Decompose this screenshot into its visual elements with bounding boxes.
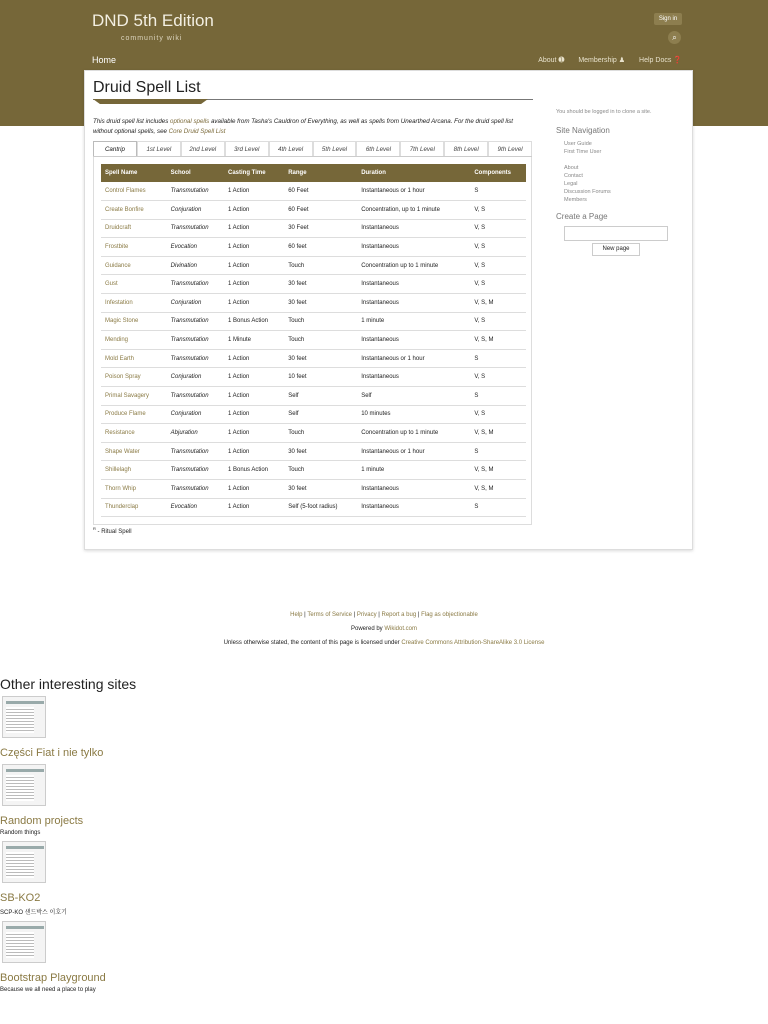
- table-cell: 30 feet: [284, 275, 357, 294]
- site-name-link[interactable]: Random projects: [0, 815, 84, 827]
- nav-home[interactable]: Home: [92, 55, 117, 65]
- thumbnail-content: [6, 707, 34, 733]
- spell-name-link[interactable]: Infestation: [101, 294, 167, 313]
- spell-name-link[interactable]: Thorn Whip: [101, 480, 167, 499]
- nav-links-group-2: [556, 164, 686, 204]
- table-row: [101, 480, 526, 499]
- table-header-row: [101, 164, 526, 182]
- thumbnail-content: [6, 932, 34, 958]
- table-cell: V, S, M: [470, 331, 526, 350]
- table-cell: V, S: [470, 275, 526, 294]
- create-page-heading: Create a Page: [556, 212, 608, 221]
- table-cell: Instantaneous: [357, 368, 470, 387]
- table-cell: Transmutation: [167, 387, 224, 406]
- nav-membership[interactable]: Membership ♟: [578, 57, 626, 64]
- sign-in-button[interactable]: Sign in: [654, 13, 682, 25]
- table-cell: 1 Action: [224, 498, 284, 517]
- tab-1st-level[interactable]: 1st Level: [137, 141, 181, 156]
- table-cell: 1 Bonus Action: [224, 312, 284, 331]
- tab-4th-level[interactable]: 4th Level: [269, 141, 313, 156]
- site-card: [0, 841, 300, 916]
- spell-name-link[interactable]: Shillelagh: [101, 461, 167, 480]
- table-cell: 1 Action: [224, 442, 284, 461]
- sidebar-link-members[interactable]: Members: [564, 197, 587, 203]
- thumbnail-header: [6, 701, 44, 704]
- table-cell: 10 feet: [284, 368, 357, 387]
- column-header: Components: [470, 164, 526, 182]
- table-cell: S: [470, 387, 526, 406]
- site-description: SCP-KO 샌드박스 이호기: [0, 910, 67, 916]
- table-cell: 30 feet: [284, 442, 357, 461]
- footer-links: Help | Terms of Service | Privacy | Report a bug | Flag as objectionable: [290, 612, 478, 618]
- table-cell: 1 Action: [224, 219, 284, 238]
- table-cell: Transmutation: [167, 480, 224, 499]
- column-header: Duration: [357, 164, 470, 182]
- thumbnail-header: [6, 846, 44, 849]
- intro-text: [93, 117, 533, 136]
- table-cell: Transmutation: [167, 442, 224, 461]
- table-cell: Instantaneous: [357, 498, 470, 517]
- sidebar-link-discussion-forums[interactable]: Discussion Forums: [564, 189, 611, 195]
- table-cell: Touch: [284, 461, 357, 480]
- table-cell: V, S: [470, 238, 526, 257]
- spell-name-link[interactable]: Magic Stone: [101, 312, 167, 331]
- ritual-mark: R: [93, 526, 96, 531]
- column-header: Spell Name: [101, 164, 167, 182]
- tab-2nd-level[interactable]: 2nd Level: [181, 141, 225, 156]
- tab-9th-level[interactable]: 9th Level: [488, 141, 532, 156]
- site-name-link[interactable]: SB-KO2: [0, 892, 41, 904]
- table-cell: V, S, M: [470, 424, 526, 443]
- column-header: Casting Time: [224, 164, 284, 182]
- table-cell: Instantaneous: [357, 480, 470, 499]
- table-cell: Self (5-foot radius): [284, 498, 357, 517]
- spell-name-link[interactable]: Create Bonfire: [101, 201, 167, 220]
- tab-5th-level[interactable]: 5th Level: [313, 141, 357, 156]
- site-card: [0, 764, 300, 836]
- table-cell: Self: [284, 387, 357, 406]
- table-cell: Instantaneous or 1 hour: [357, 349, 470, 368]
- table-cell: 10 minutes: [357, 405, 470, 424]
- table-cell: V, S: [470, 256, 526, 275]
- table-cell: Self: [357, 387, 470, 406]
- tab-cantrip[interactable]: Cantrip: [93, 141, 137, 156]
- site-thumbnail[interactable]: [2, 921, 46, 963]
- table-cell: Conjuration: [167, 405, 224, 424]
- table-cell: 1 Action: [224, 182, 284, 201]
- ritual-legend: [93, 526, 132, 535]
- thumbnail-content: [6, 852, 34, 878]
- table-row: [101, 294, 526, 313]
- spell-name-link[interactable]: Druidcraft: [101, 219, 167, 238]
- tab-8th-level[interactable]: 8th Level: [444, 141, 488, 156]
- table-row: [101, 275, 526, 294]
- table-cell: Instantaneous: [357, 331, 470, 350]
- spell-name-link[interactable]: Shape Water: [101, 442, 167, 461]
- table-cell: Touch: [284, 331, 357, 350]
- spell-name-link[interactable]: Poison Spray: [101, 368, 167, 387]
- table-cell: Conjuration: [167, 201, 224, 220]
- table-cell: Transmutation: [167, 349, 224, 368]
- site-card: [0, 921, 300, 993]
- table-cell: Transmutation: [167, 275, 224, 294]
- other-sites: [0, 676, 300, 998]
- top-navigation: [92, 55, 682, 67]
- table-cell: V, S: [470, 201, 526, 220]
- table-row: [101, 442, 526, 461]
- spell-name-link[interactable]: Primal Savagery: [101, 387, 167, 406]
- table-cell: S: [470, 182, 526, 201]
- table-row: [101, 331, 526, 350]
- table-cell: 1 Action: [224, 480, 284, 499]
- new-page-button[interactable]: New page: [592, 243, 640, 256]
- table-cell: 30 Feet: [284, 219, 357, 238]
- license-text: Unless otherwise stated, the content of this page is licensed under: [223, 640, 402, 646]
- table-cell: 1 Action: [224, 349, 284, 368]
- spell-name-link[interactable]: Thunderclap: [101, 498, 167, 517]
- sidebar: [556, 109, 686, 256]
- sidebar-link-legal[interactable]: Legal: [564, 181, 578, 187]
- table-cell: 1 minute: [357, 312, 470, 331]
- thumbnail-header: [6, 769, 44, 772]
- intro-text-1: This druid spell list includes: [93, 118, 171, 125]
- spell-name-link[interactable]: Gust: [101, 275, 167, 294]
- column-header: School: [167, 164, 224, 182]
- title-accent-bar: [93, 99, 208, 104]
- table-cell: Self: [284, 405, 357, 424]
- table-cell: Transmutation: [167, 182, 224, 201]
- sidebar-link-about[interactable]: About: [564, 165, 579, 171]
- table-cell: Instantaneous: [357, 219, 470, 238]
- table-row: [101, 238, 526, 257]
- table-cell: Instantaneous: [357, 238, 470, 257]
- tab-content: [93, 157, 532, 525]
- core-druid-spell-list-link[interactable]: Core Druid Spell List: [168, 127, 226, 135]
- nav-about[interactable]: About ➊: [538, 57, 565, 64]
- table-cell: 1 minute: [357, 461, 470, 480]
- table-row: [101, 387, 526, 406]
- spell-table: [101, 164, 526, 517]
- table-row: [101, 182, 526, 201]
- table-row: [101, 256, 526, 275]
- spell-name-link[interactable]: Mold Earth: [101, 349, 167, 368]
- spell-name-link[interactable]: Guidance: [101, 256, 167, 275]
- table-cell: Instantaneous: [357, 275, 470, 294]
- site-name-link[interactable]: Bootstrap Playground: [0, 972, 106, 984]
- site-description: Random things: [0, 830, 41, 836]
- column-header: Range: [284, 164, 357, 182]
- spell-name-link[interactable]: Resistance: [101, 424, 167, 443]
- table-cell: Divination: [167, 256, 224, 275]
- intro-text-2: available from Tasha's Cauldron of Everything, as well as spells from Unearthed Arcana. For the druid spell list without optional spells, see: [93, 118, 513, 135]
- table-cell: 30 feet: [284, 349, 357, 368]
- table-cell: 60 Feet: [284, 201, 357, 220]
- table-cell: Instantaneous or 1 hour: [357, 442, 470, 461]
- table-cell: 1 Minute: [224, 331, 284, 350]
- site-card: [0, 696, 300, 759]
- table-row: [101, 312, 526, 331]
- page-title: Druid Spell List: [93, 79, 201, 96]
- table-cell: V, S, M: [470, 294, 526, 313]
- content-panel: [84, 70, 693, 550]
- table-row: [101, 424, 526, 443]
- tab-7th-level[interactable]: 7th Level: [400, 141, 444, 156]
- ritual-note: - Ritual Spell: [95, 529, 132, 535]
- table-cell: V, S: [470, 405, 526, 424]
- table-cell: Concentration up to 1 minute: [357, 424, 470, 443]
- table-cell: Instantaneous or 1 hour: [357, 182, 470, 201]
- optional-spells-link[interactable]: optional spells: [170, 118, 210, 125]
- table-cell: 60 Feet: [284, 182, 357, 201]
- table-cell: V, S, M: [470, 461, 526, 480]
- table-cell: 1 Action: [224, 256, 284, 275]
- license-link[interactable]: Creative Commons Attribution-ShareAlike 3.0 License: [401, 640, 545, 646]
- table-cell: 1 Action: [224, 387, 284, 406]
- spell-name-link[interactable]: Produce Flame: [101, 405, 167, 424]
- spell-name-link[interactable]: Mending: [101, 331, 167, 350]
- table-cell: Concentration, up to 1 minute: [357, 201, 470, 220]
- thumbnail-content: [6, 775, 34, 801]
- search-icon[interactable]: ⌕: [668, 31, 681, 44]
- table-row: [101, 368, 526, 387]
- table-cell: Conjuration: [167, 294, 224, 313]
- spell-name-link[interactable]: Control Flames: [101, 182, 167, 201]
- footer-link-terms-of-service[interactable]: Terms of Service: [307, 612, 352, 618]
- sidebar-link-user-guide[interactable]: User Guide: [564, 141, 592, 147]
- footer-link-report-a-bug[interactable]: Report a bug: [381, 612, 417, 618]
- sidebar-link-first-time-user[interactable]: First Time User: [564, 149, 602, 155]
- table-cell: V, S: [470, 312, 526, 331]
- table-row: [101, 349, 526, 368]
- table-cell: Touch: [284, 424, 357, 443]
- tab-3rd-level[interactable]: 3rd Level: [225, 141, 269, 156]
- table-cell: Transmutation: [167, 331, 224, 350]
- level-tabs: [93, 141, 532, 157]
- table-row: [101, 498, 526, 517]
- table-cell: Instantaneous: [357, 294, 470, 313]
- tab-6th-level[interactable]: 6th Level: [356, 141, 400, 156]
- powered-by: [0, 622, 768, 636]
- site-title[interactable]: DND 5th Edition: [92, 11, 214, 30]
- table-cell: Touch: [284, 256, 357, 275]
- footer: [0, 608, 768, 650]
- table-row: [101, 461, 526, 480]
- table-cell: S: [470, 442, 526, 461]
- table-cell: Transmutation: [167, 219, 224, 238]
- table-row: [101, 405, 526, 424]
- table-cell: V, S: [470, 368, 526, 387]
- wikidot-link[interactable]: Wikidot.com: [384, 626, 418, 632]
- other-sites-heading: Other interesting sites: [0, 676, 137, 692]
- table-cell: 1 Action: [224, 424, 284, 443]
- table-cell: V, S: [470, 219, 526, 238]
- table-cell: 1 Action: [224, 368, 284, 387]
- table-cell: Evocation: [167, 238, 224, 257]
- sidebar-link-contact[interactable]: Contact: [564, 173, 583, 179]
- table-cell: Abjuration: [167, 424, 224, 443]
- table-cell: Transmutation: [167, 312, 224, 331]
- nav-help-docs[interactable]: Help Docs ❓: [639, 57, 682, 64]
- table-cell: 1 Action: [224, 405, 284, 424]
- table-cell: 30 feet: [284, 294, 357, 313]
- table-cell: S: [470, 349, 526, 368]
- table-cell: Touch: [284, 312, 357, 331]
- site-thumbnail[interactable]: [2, 841, 46, 883]
- site-thumbnail[interactable]: [2, 764, 46, 806]
- site-description: Because we all need a place to play: [0, 987, 96, 993]
- license-line: [0, 636, 768, 650]
- spell-name-link[interactable]: Frostbite: [101, 238, 167, 257]
- table-row: [101, 201, 526, 220]
- table-cell: 1 Action: [224, 238, 284, 257]
- table-cell: Concentration up to 1 minute: [357, 256, 470, 275]
- table-cell: 1 Action: [224, 201, 284, 220]
- table-cell: S: [470, 498, 526, 517]
- site-navigation-heading: Site Navigation: [556, 126, 610, 135]
- login-note: You should be logged in to clone a site.: [556, 109, 652, 115]
- table-cell: 1 Action: [224, 294, 284, 313]
- footer-link-privacy[interactable]: Privacy: [356, 612, 377, 618]
- powered-by-text: Powered by: [350, 626, 385, 632]
- table-cell: Conjuration: [167, 368, 224, 387]
- thumbnail-header: [6, 926, 44, 929]
- table-cell: 1 Bonus Action: [224, 461, 284, 480]
- site-name-link[interactable]: Części Fiat i nie tylko: [0, 747, 104, 759]
- nav-links-group-1: [556, 140, 686, 156]
- table-cell: Evocation: [167, 498, 224, 517]
- table-body: [101, 182, 526, 517]
- site-thumbnail[interactable]: [2, 696, 46, 738]
- new-page-name-input[interactable]: [564, 226, 668, 241]
- table-cell: 30 feet: [284, 480, 357, 499]
- table-cell: V, S, M: [470, 480, 526, 499]
- table-cell: 60 feet: [284, 238, 357, 257]
- table-cell: Transmutation: [167, 461, 224, 480]
- footer-link-flag-as-objectionable[interactable]: Flag as objectionable: [421, 612, 478, 618]
- table-cell: 1 Action: [224, 275, 284, 294]
- other-sites-list: [0, 696, 300, 993]
- footer-link-help[interactable]: Help: [290, 612, 303, 618]
- table-row: [101, 219, 526, 238]
- site-subtitle: community wiki: [121, 35, 183, 42]
